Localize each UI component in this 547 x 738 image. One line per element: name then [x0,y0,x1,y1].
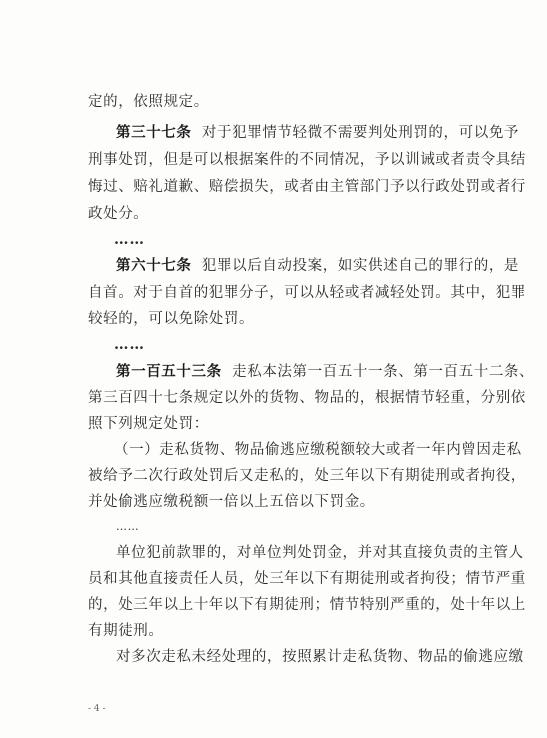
text-line: 自首。对于自首的犯罪分子，可以从轻或者减轻处罚。其中，犯罪 [88,285,526,301]
text-line: 单位犯前款罪的，对单位判处罚金，并对其直接负责的主管人 [116,545,524,561]
text-line: 较轻的，可以免除处罚。 [88,311,255,327]
text-line: 的，处三年以上十年以下有期徒刑；情节特别严重的，处十年以上 [88,597,526,613]
text-line: （一）走私货物、物品偷逃应缴税额较大或者一年内曾因走私 [114,442,522,458]
page-number: - 4 - [88,704,106,714]
ellipsis: …… [114,336,145,353]
text-line: 刑事处罚，但是可以根据案件的不同情况，予以训诫或者责令具结 [88,152,526,168]
article-heading: 第一百五十三条 [116,363,222,380]
text-line: 定的，依照规定。 [88,94,209,110]
text-line: 悔过、赔礼道歉、赔偿损失，或者由主管部门予以行政处罚或者行 [88,179,526,195]
article-153-first-line: 第一百五十三条 走私本法第一百五十一条、第一百五十二条、 [116,363,535,380]
text-line: 并处偷逃应缴税额一倍以上五倍以下罚金。 [88,494,375,510]
ellipsis: …… [114,231,145,248]
text-line: 有期徒刑。 [88,623,164,639]
ellipsis: …… [116,520,140,533]
article-37-first-line: 第三十七条 对于犯罪情节轻微不需要判处刑罚的，可以免予 [116,124,520,141]
text-line: 第三百四十七条规定以外的货物、物品的，根据情节轻重，分别依 [88,390,526,406]
text-line: 员和其他直接责任人员，处三年以下有期徒刑或者拘役；情节严重 [88,571,526,587]
text-line: 照下列规定处罚： [88,416,209,432]
article-67-first-line: 第六十七条 犯罪以后自动投案，如实供述自己的罪行的，是 [116,257,520,274]
article-heading: 第三十七条 [116,124,192,141]
text-line: 政处分。 [88,206,149,222]
article-heading: 第六十七条 [116,257,192,274]
text-line: 被给予二次行政处罚后又走私的，处三年以下有期徒刑或者拘役， [88,468,526,484]
text-line: 对多次走私未经处理的，按照累计走私货物、物品的偷逃应缴 [116,649,524,665]
